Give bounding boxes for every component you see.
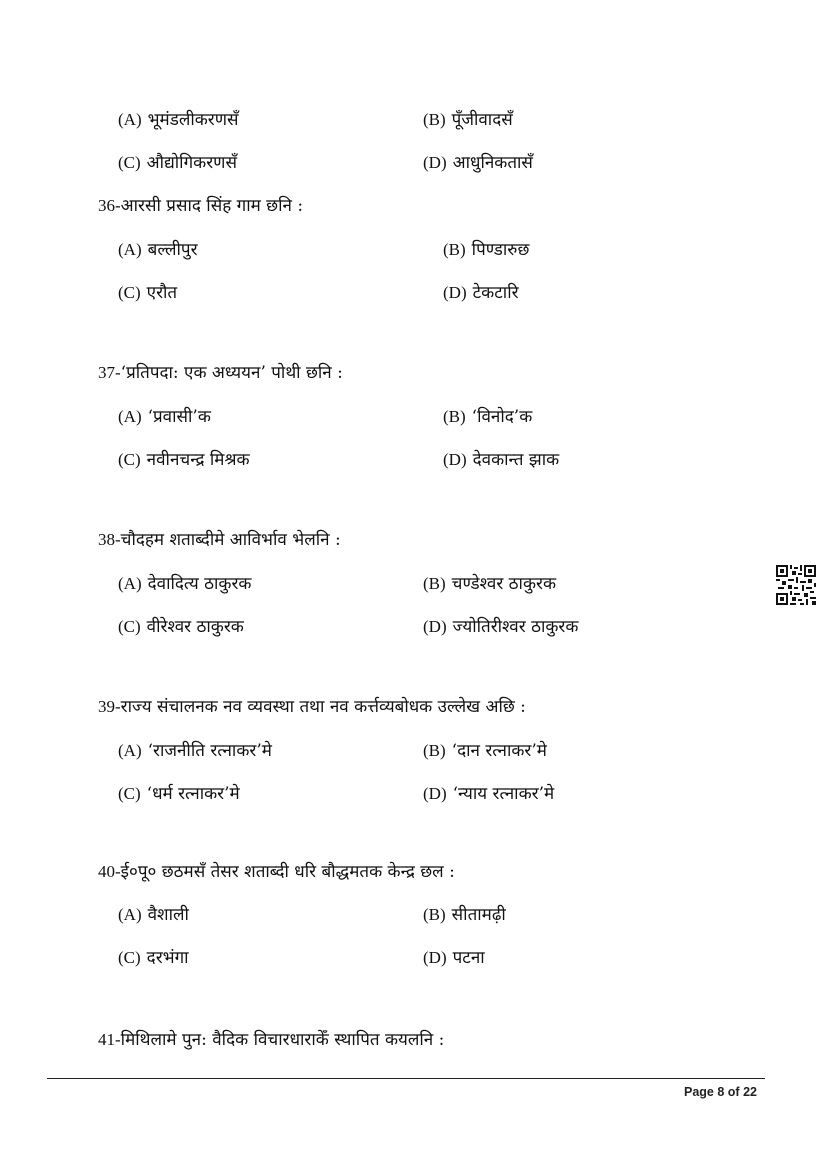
option-38-d: (D) ज्योतिरीश्वर ठाकुरक: [423, 617, 579, 637]
option-39-b: (B) ‘दान रत्नाकर’मे: [423, 741, 547, 761]
option-38-c: (C) वीरेश्वर ठाकुरक: [118, 617, 244, 637]
option-36-b: (B) पिण्डारुछ: [443, 240, 530, 260]
question-39: 39-राज्य संचालनक नव व्यवस्था तथा नव कर्त्तव्यबोधक उल्लेख अछि :: [98, 697, 526, 717]
option-36-a: (A) बल्लीपुर: [118, 240, 198, 260]
option-35-c: (C) औद्योगिकरणसँ: [118, 153, 237, 173]
option-40-d: (D) पटना: [423, 948, 485, 968]
option-40-a: (A) वैशाली: [118, 905, 189, 925]
option-35-d: (D) आधुनिकतासँ: [423, 153, 533, 173]
option-38-b: (B) चण्डेश्वर ठाकुरक: [423, 574, 557, 594]
option-40-c: (C) दरभंगा: [118, 948, 189, 968]
question-38: 38-चौदहम शताब्दीमे आविर्भाव भेलनि :: [98, 530, 341, 550]
option-39-c: (C) ‘धर्म रत्नाकर’मे: [118, 784, 240, 804]
option-39-a: (A) ‘राजनीति रत्नाकर’मे: [118, 741, 272, 761]
option-39-d: (D) ‘न्याय रत्नाकर’मे: [423, 784, 555, 804]
option-37-d: (D) देवकान्त झाक: [443, 450, 560, 470]
question-37: 37-‘प्रतिपदा: एक अध्ययन’ पोथी छनि :: [98, 363, 343, 383]
qr-code-icon: [776, 565, 816, 605]
option-37-c: (C) नवीनचन्द्र मिश्रक: [118, 450, 250, 470]
option-36-d: (D) टेकटारि: [443, 283, 519, 303]
footer-divider: [47, 1078, 765, 1079]
page-number: Page 8 of 22: [683, 1085, 757, 1099]
option-35-a: (A) भूमंडलीकरणसँ: [118, 110, 239, 130]
option-38-a: (A) देवादित्य ठाकुरक: [118, 574, 252, 594]
option-37-a: (A) ‘प्रवासी’क: [118, 407, 211, 427]
question-36: 36-आरसी प्रसाद सिंह गाम छनि :: [98, 196, 304, 216]
question-41: 41-मिथिलामे पुन: वैदिक विचारधाराकेँ स्थापित कयलनि :: [98, 1030, 445, 1050]
option-35-b: (B) पूँजीवादसँ: [423, 110, 513, 130]
option-36-c: (C) एरौत: [118, 283, 178, 303]
option-37-b: (B) ‘विनोद’क: [443, 407, 533, 427]
option-40-b: (B) सीतामढ़ी: [423, 905, 506, 925]
question-40: 40-ई०पू० छठमसँ तेसर शताब्दी धरि बौद्धमतक केन्द्र छल :: [98, 862, 455, 882]
